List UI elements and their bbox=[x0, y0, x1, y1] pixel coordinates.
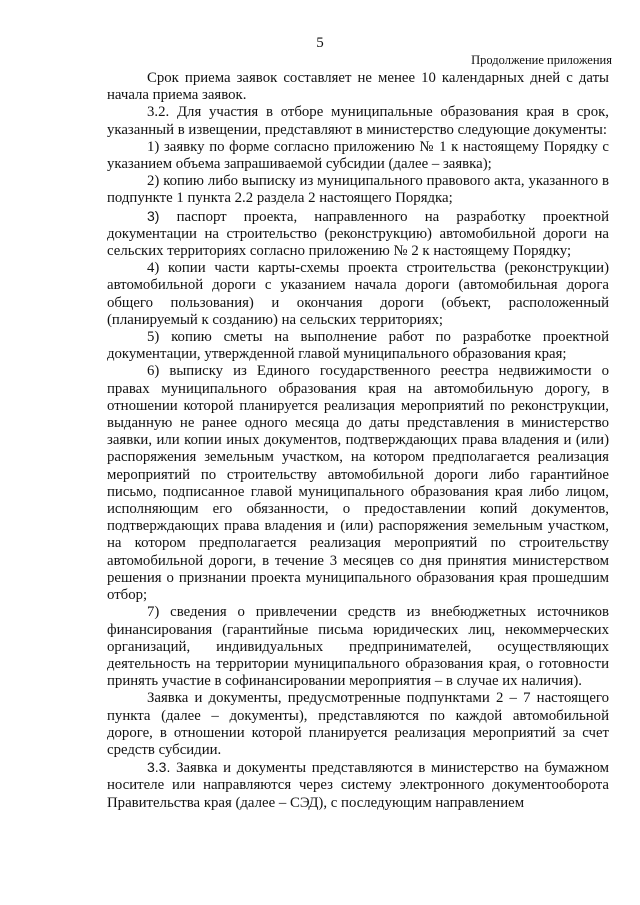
paragraph-3-3 bbox=[107, 759, 609, 812]
paragraph-documents-note: Заявка и документы, предусмотренные подпунктами 2 – 7 настоящего пункта (далее – документы), представляются по каждой автомобильной дороге, в отношении которой планируется реализация мероприятий за счет средств субсидии. bbox=[107, 690, 609, 758]
section-3-3-marker: 3.3. bbox=[147, 759, 171, 776]
running-header: Продолжение приложения bbox=[471, 53, 612, 67]
item-3-marker: 3) bbox=[147, 207, 160, 224]
paragraph-item-6: 6) выписку из Единого государственного реестра недвижимости о правах муниципального образования края на автомобильную дорогу, в отношении которой планируется реализация мероприятий по реконструкции, выданную не ранее одного месяца до даты представления в министерство заявки, или копии иных документов, подтверждающих права владения и (или) распоряжения земельным участком, на котором предполагается реализация мероприятий по строительству автомобильной дороги либо гарантийное письмо, подписанное главой муниципального образования края либо лицом, исполняющим его обязанности, о предоставлении копий документов, подтверждающих права владения и (или) распоряжения земельным участком, на котором предполагается реализация мероприятий по строительству автомобильной дороги, в течение 3 месяцев со дня принятия министерством решения о признании проекта муниципального образования края прошедшим отбор; bbox=[107, 363, 609, 604]
paragraph-item-1: 1) заявку по форме согласно приложению № 1 к настоящему Порядку с указанием объема запрашиваемой субсидии (далее – заявка); bbox=[107, 138, 609, 173]
paragraph-3-2: 3.2. Для участия в отборе муниципальные образования края в срок, указанный в извещении, представляют в министерство следующие документы: bbox=[107, 104, 609, 138]
paragraph-item-3 bbox=[107, 208, 609, 261]
page-number: 5 bbox=[316, 35, 324, 51]
section-3-3-text: Заявка и документы представляются в министерство на бумажном носителе или направляются через систему электронного документооборота Правительства края (далее – СЭД), с последующим направлением bbox=[107, 760, 609, 811]
item-3-text: паспорт проекта, направленного на разработку проектной документации на строительство (реконструкцию) автомобильной дороги на сельских территориях согласно приложению № 2 к настоящему Порядку; bbox=[107, 208, 609, 260]
paragraph-item-2: 2) копию либо выписку из муниципального правового акта, указанного в подпункте 1 пункта 2.2 раздела 2 настоящего Порядка; bbox=[107, 173, 609, 207]
paragraph-item-4: 4) копии части карты-схемы проекта строительства (реконструкции) автомобильной дороги с указанием начала дороги (автомобильная дорога общего пользования) и окончания дороги (объект, расположенный (планируемый к созданию) на сельских территориях; bbox=[107, 260, 609, 328]
paragraph-item-7: 7) сведения о привлечении средств из внебюджетных источников финансирования (гарантийные письма юридических лиц, некоммерческих организаций, индивидуальных предпринимателей, осуществляющих деятельность на территории муниципального образования края, о готовности принять участие в софинансировании мероприятия – в случае их наличия). bbox=[107, 604, 609, 690]
paragraph-item-5: 5) копию сметы на выполнение работ по разработке проектной документации, утвержденной главой муниципального образования края; bbox=[107, 329, 609, 363]
document-body bbox=[107, 70, 609, 812]
paragraph-application-period: Срок приема заявок составляет не менее 10 календарных дней с даты начала приема заявок. bbox=[107, 70, 609, 104]
